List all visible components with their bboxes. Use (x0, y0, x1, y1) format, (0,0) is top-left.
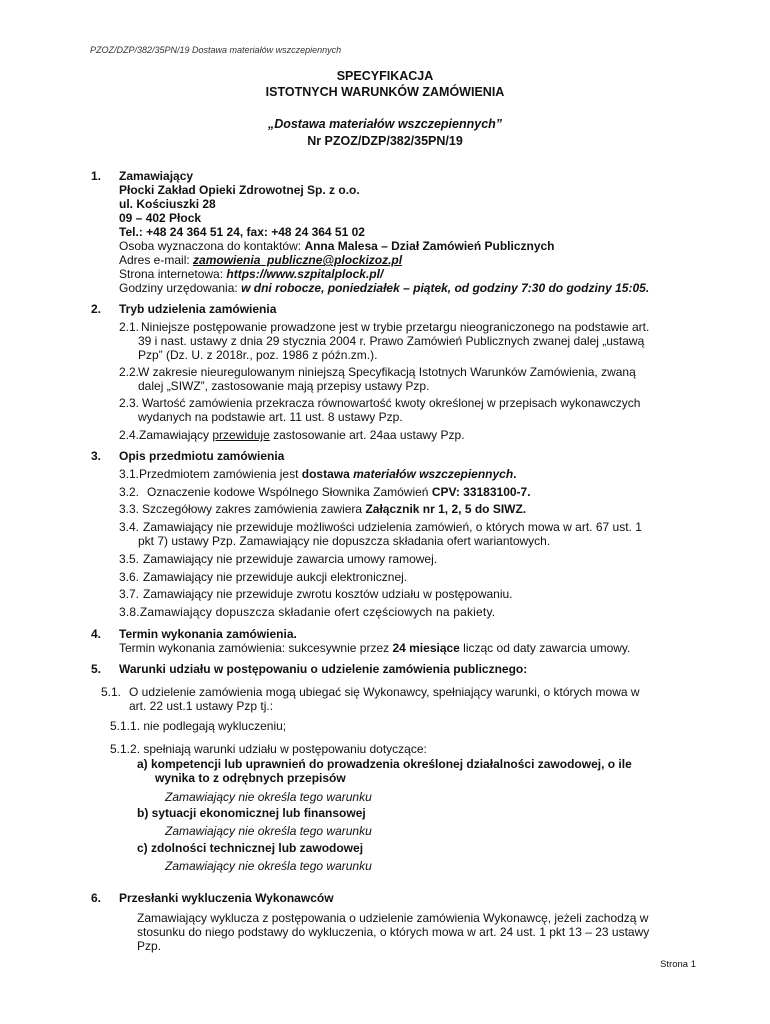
section-3-heading: Opis przedmiotu zamówienia (119, 449, 285, 463)
ordering-party-phone: Tel.: +48 24 364 51 24, fax: +48 24 364 51 02 (119, 225, 365, 239)
website-label: Strona internetowa: (119, 267, 227, 281)
para-3-1-bold-italic: materiałów wszczepiennych (353, 467, 514, 481)
ordering-party-name: Płocki Zakład Opieki Zdrowotnej Sp. z o.o. (119, 183, 360, 197)
para-5-1-line-1: O udzielenie zamówienia mogą ubiegać się Wykonawcy, spełniający warunki, o których mowa w (129, 685, 640, 699)
para-3-7-number: 3.7. (119, 587, 140, 601)
email-link[interactable]: zamowienia_publiczne@plockizoz.pl (193, 253, 403, 267)
condition-a-line-2: wynika to z odrębnych przepisów (155, 771, 346, 785)
contact-label: Osoba wyznaczona do kontaktów: (119, 239, 305, 253)
office-hours-value: w dni robocze, poniedziałek – piątek, od godziny 7:30 do godziny 15:05. (241, 281, 650, 295)
section-5-number: 5. (91, 662, 102, 676)
para-2-2-line-1: W zakresie nieuregulowanym niniejszą Specyfikacją Istotnych Warunków Zamówienia, zwaną (138, 365, 636, 379)
section-1-number: 1. (91, 169, 102, 183)
condition-b-note: Zamawiający nie określa tego warunku (165, 824, 372, 838)
para-6-line-3: Pzp. (137, 939, 162, 953)
section-6-heading: Przesłanki wykluczenia Wykonawców (119, 891, 334, 905)
para-2-4-number: 2.4. (119, 428, 140, 442)
office-hours-line (119, 281, 649, 295)
ordering-party-street: ul. Kościuszki 28 (119, 197, 216, 211)
completion-term-months: 24 miesiące (392, 641, 460, 655)
para-6-line-1: Zamawiający wyklucza z postępowania o udzielenie zamówienia Wykonawcę, jeżeli zachodzą w (137, 911, 649, 925)
title-line-1: SPECYFIKACJA (336, 69, 434, 83)
para-3-5-number: 3.5. (119, 552, 140, 566)
page-number: Strona 1 (660, 959, 696, 970)
para-3-1-period: . (513, 467, 517, 481)
para-2-4-text-a: Zamawiający (139, 428, 213, 442)
para-2-3-number: 2.3. (119, 396, 140, 410)
para-2-4-underlined: przewiduje (212, 428, 270, 442)
para-2-1-line-3: Pzp” (Dz. U. z 2018r., poz. 1986 z późn.zm.). (138, 348, 378, 362)
para-3-3-number: 3.3. (119, 502, 140, 516)
para-2-1-line-2: 39 i nast. ustawy z dnia 29 stycznia 2004 r. Prawo Zamówień Publicznych zwanej dalej „ustawą (138, 334, 645, 348)
para-2-4-text-c: zastosowanie art. 24aa ustawy Pzp. (269, 428, 465, 442)
para-2-3-line-2: wydanych na podstawie art. 11 ust. 8 ustawy Pzp. (138, 410, 403, 424)
para-3-4-line-1: Zamawiający nie przewiduje możliwości udzielenia zamówień, o których mowa w art. 67 ust. 1 (143, 520, 642, 534)
header-reference: PZOZ/DZP/382/35PN/19 Dostawa materiałów wszczepiennych (90, 45, 342, 55)
condition-a-line-1: a) kompetencji lub uprawnień do prowadzenia określonej działalności zawodowej, o ile (137, 757, 632, 771)
title-line-3: „Dostawa materiałów wszczepiennych” (267, 117, 503, 131)
para-2-4 (119, 428, 465, 442)
para-3-8-text: Zamawiający dopuszcza składanie ofert częściowych na pakiety. (139, 605, 496, 619)
email-line (119, 253, 402, 267)
para-5-1-2: 5.1.2. spełniają warunki udziału w postępowaniu dotyczące: (110, 742, 427, 756)
condition-c: c) zdolności technicznej lub zawodowej (137, 841, 364, 855)
para-3-2-number: 3.2. (119, 485, 140, 499)
para-3-5-text: Zamawiający nie przewiduje zawarcia umowy ramowej. (143, 552, 438, 566)
section-2-heading: Tryb udzielenia zamówienia (119, 302, 277, 316)
para-3-4-number: 3.4. (119, 520, 140, 534)
section-4-number: 4. (91, 627, 102, 641)
section-3-number: 3. (91, 449, 102, 463)
para-2-3-line-1: Wartość zamówienia przekracza równowartość kwoty określonej w przepisach wykonawczych (142, 396, 641, 410)
para-2-2-number: 2.2. (119, 365, 140, 379)
para-3-1-bold: dostawa (301, 467, 354, 481)
para-3-1-number: 3.1. (119, 467, 140, 481)
para-3-2-text (147, 485, 531, 499)
website-link[interactable]: https://www.szpitalplock.pl/ (226, 267, 384, 281)
para-3-3-text (142, 502, 526, 516)
title-line-2: ISTOTNYCH WARUNKÓW ZAMÓWIENIA (265, 85, 505, 99)
para-3-1 (119, 467, 517, 481)
para-3-8-number: 3.8. (119, 605, 140, 619)
para-5-1-number: 5.1. (101, 685, 122, 699)
contact-value: Anna Malesa – Dział Zamówień Publicznych (304, 239, 555, 253)
title-line-4: Nr PZOZ/DZP/382/35PN/19 (307, 134, 463, 148)
completion-term (119, 641, 630, 655)
contact-person (119, 239, 555, 253)
para-5-1-1: 5.1.1. nie podlegają wykluczeniu; (110, 719, 287, 733)
attachment-reference: Załącznik nr 1, 2, 5 do SIWZ. (365, 502, 527, 516)
condition-a-note: Zamawiający nie określa tego warunku (165, 790, 372, 804)
para-2-1-line-1: Niniejsze postępowanie prowadzone jest w trybie przetargu nieograniczonego na podstawie art. (141, 320, 650, 334)
para-2-1-number: 2.1. (119, 320, 140, 334)
cpv-code: CPV: 33183100-7. (431, 485, 531, 499)
ordering-party-city: 09 – 402 Płock (119, 211, 202, 225)
section-1-heading: Zamawiający (119, 169, 194, 183)
section-5-heading: Warunki udziału w postępowaniu o udzielenie zamówienia publicznego: (119, 662, 528, 676)
completion-term-suffix: licząc od daty zawarcia umowy. (459, 641, 631, 655)
completion-term-label: Termin wykonania zamówienia: sukcesywnie przez (119, 641, 393, 655)
para-3-6-text: Zamawiający nie przewiduje aukcji elektronicznej. (143, 570, 408, 584)
para-3-1-text: Przedmiotem zamówienia jest (139, 467, 302, 481)
para-3-8 (119, 605, 495, 619)
para-6-line-2: stosunku do niego podstawy do wykluczenia, o których mowa w art. 24 ust. 1 pkt 13 – 23 ustawy (137, 925, 650, 939)
email-label: Adres e-mail: (119, 253, 194, 267)
office-hours-label: Godziny urzędowania: (119, 281, 242, 295)
para-5-1-line-2: art. 22 ust.1 ustawy Pzp tj.: (129, 699, 274, 713)
para-3-3-label: Szczegółowy zakres zamówienia zawiera (142, 502, 366, 516)
para-3-2-label: Oznaczenie kodowe Wspólnego Słownika Zamówień (147, 485, 432, 499)
section-4-heading: Termin wykonania zamówienia. (119, 627, 297, 641)
condition-c-note: Zamawiający nie określa tego warunku (165, 859, 372, 873)
para-3-7-text: Zamawiający nie przewiduje zwrotu kosztów udziału w postępowaniu. (143, 587, 513, 601)
section-2-number: 2. (91, 302, 102, 316)
para-2-2-line-2: dalej „SIWZ”, zastosowanie mają przepisy ustawy Pzp. (138, 379, 430, 393)
para-3-6-number: 3.6. (119, 570, 140, 584)
condition-b: b) sytuacji ekonomicznej lub finansowej (137, 806, 366, 820)
para-3-4-line-2: pkt 7) ustawy Pzp. Zamawiający nie dopuszcza składania ofert wariantowych. (138, 534, 551, 548)
section-6-number: 6. (91, 891, 102, 905)
website-line (119, 267, 383, 281)
